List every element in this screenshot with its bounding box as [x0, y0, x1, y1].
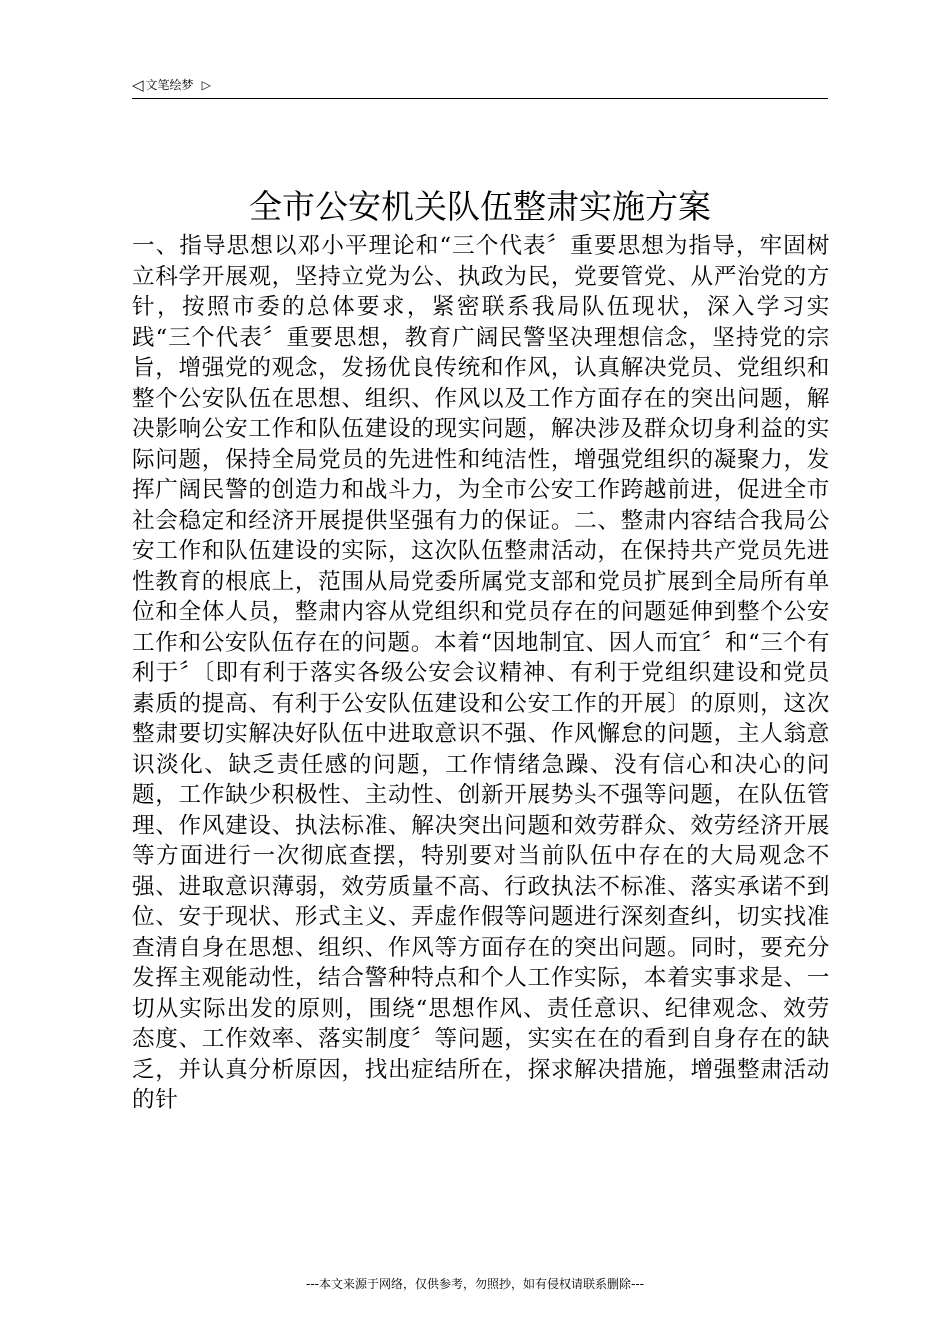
- triangle-right-icon: ▷: [201, 78, 211, 92]
- document-title: 全市公安机关队伍整肃实施方案: [249, 187, 711, 226]
- page-header: [132, 74, 828, 99]
- triangle-left-icon: ◁: [132, 76, 144, 94]
- document-body: 一、指导思想以邓小平理论和“三个代表〞重要思想为指导，牢固树立科学开展观，坚持立党为公、执政为民，党要管党、从严治党的方针，按照市委的总体要求，紧密联系我局队伍现状，深入学习实践“三个代表〞重要思想，教育广阔民警坚决理想信念，坚持党的宗旨，增强党的观念，发扬优良传统和作风，认真解决党员、党组织和整个公安队伍在思想、组织、作风以及工作方面存在的突出问题，解决影响公安工作和队伍建设的现实问题，解决涉及群众切身利益的实际问题，保持全局党员的先进性和纯洁性，增强党组织的凝聚力，发挥广阔民警的创造力和战斗力，为全市公安工作跨越前进，促进全市社会稳定和经济开展提供坚强有力的保证。二、整肃内容结合我局公安工作和队伍建设的实际，这次队伍整肃活动，在保持共产党员先进性教育的根底上，范围从局党委所属党支部和党员扩展到全局所有单位和全体人员，整肃内容从党组织和党员存在的问题延伸到整个公安工作和公安队伍存在的问题。本着“因地制宜、因人而宜〞和“三个有利于〞〔即有利于落实各级公安会议精神、有利于党组织建设和党员素质的提高、有利于公安队伍建设和公安工作的开展〕的原则，这次整肃要切实解决好队伍中进取意识不强、作风懈怠的问题，主人翁意识淡化、缺乏责任感的问题，工作情绪急躁、没有信心和决心的问题，工作缺少积极性、主动性、创新开展势头不强等问题，在队伍管理、作风建设、执法标准、解决突出问题和效劳群众、效劳经济开展等方面进行一次彻底查摆，特别要对当前队伍中存在的大局观念不强、进取意识薄弱，效劳质量不高、行政执法不标准、落实承诺不到位、安于现状、形式主义、弄虚作假等问题进行深刻查纠，切实找准查清自身在思想、组织、作风等方面存在的突出问题。同时，要充分发挥主观能动性，结合警种特点和个人工作实际，本着实事求是、一切从实际出发的原则，围绕“思想作风、责任意识、纪律观念、效劳态度、工作效率、落实制度〞等问题，实实在在的看到自身存在的缺乏，并认真分析原因，找出症结所在，探求解决措施，增强整肃活动的针: [132, 233, 830, 1113]
- header-brand: 文笔绘梦: [145, 78, 194, 92]
- footer-notice: ---本文来源于网络，仅供参考，勿照抄，如有侵权请联系删除---: [306, 1277, 644, 1291]
